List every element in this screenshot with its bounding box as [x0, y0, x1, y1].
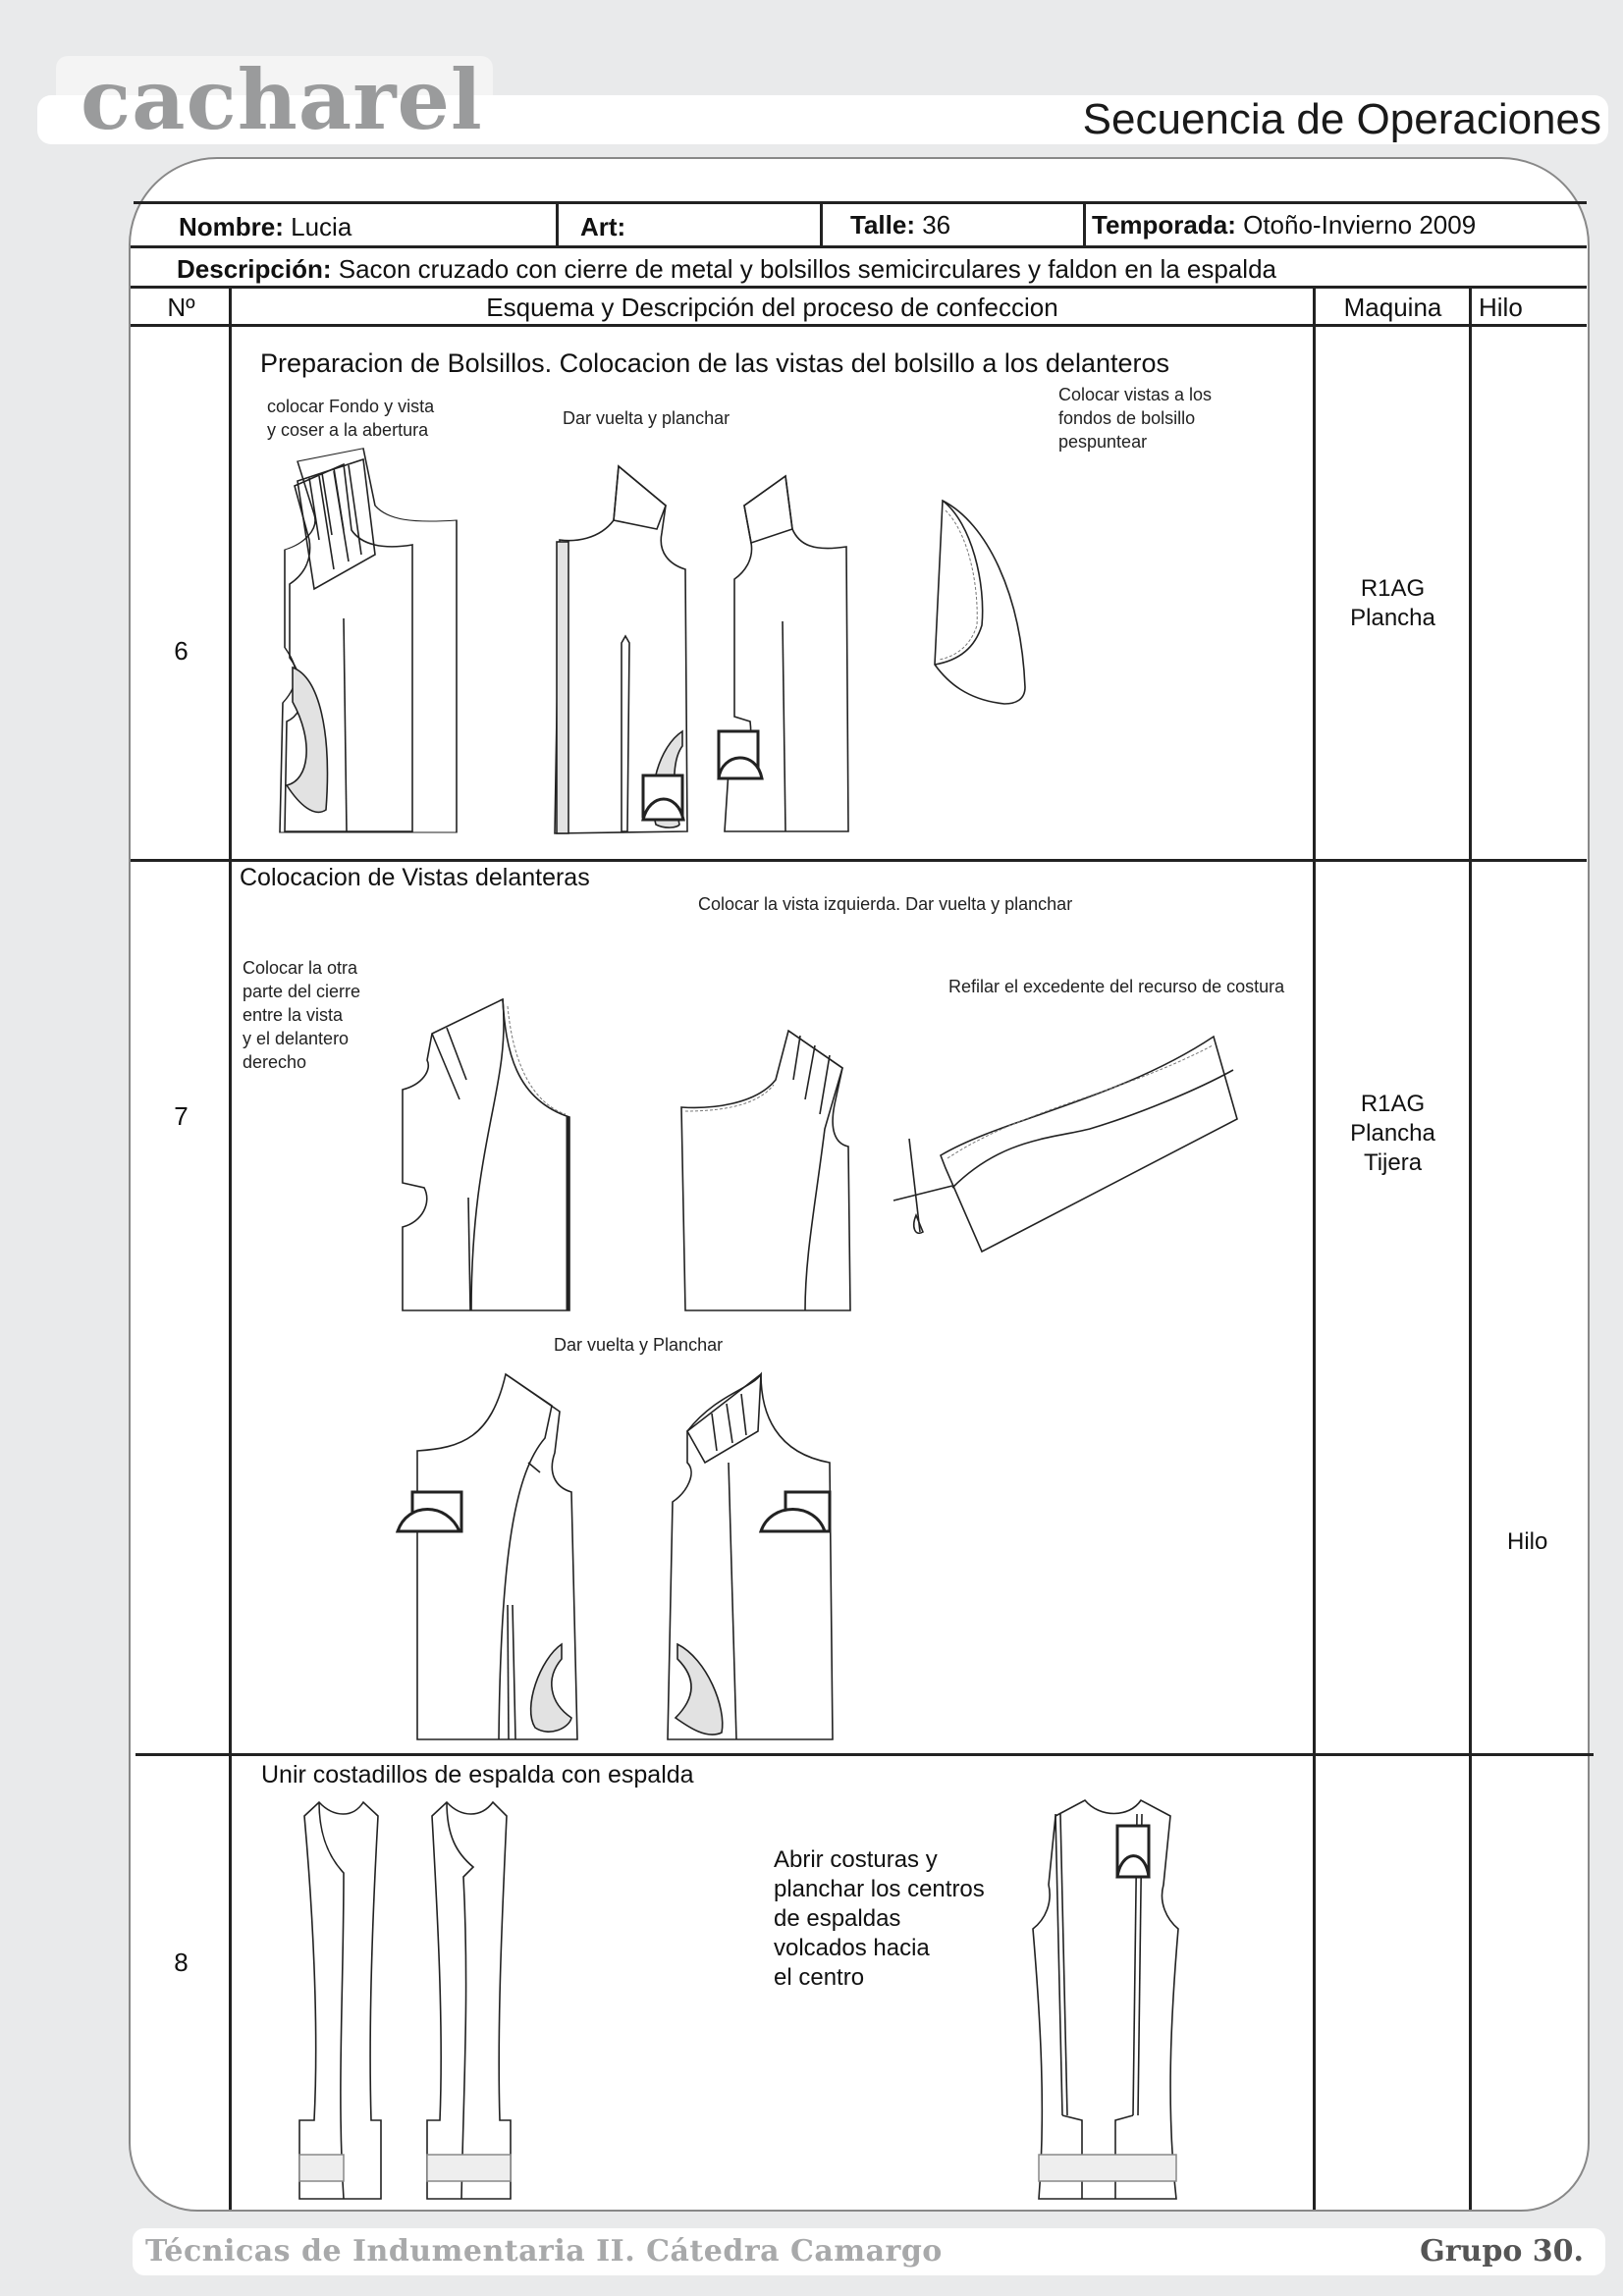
art-field	[580, 211, 625, 242]
table-line	[131, 245, 1587, 248]
descripcion-label: Descripción:	[177, 254, 332, 284]
column-header-scheme: Esquema y Descripción del proceso de confeccion	[486, 293, 1058, 322]
note-line: Dar vuelta y planchar	[563, 408, 730, 428]
row6-garments	[275, 447, 1217, 839]
talle-field	[850, 209, 950, 240]
temporada-label: Temporada:	[1092, 210, 1236, 240]
step-note	[563, 406, 730, 430]
back-assembled	[1033, 1800, 1178, 2199]
note-line: volcados hacia	[774, 1935, 930, 1961]
column-header-machine: Maquina	[1343, 293, 1442, 322]
note-line: fondos de bolsillo	[1058, 408, 1196, 428]
note-line: Refilar el excedente del recurso de costura	[948, 977, 1285, 996]
step-note	[698, 892, 1072, 916]
front-right-facing	[681, 1031, 850, 1310]
front-panel-b	[555, 466, 687, 833]
step-note	[243, 956, 360, 1074]
note-line: parte del cierre	[243, 982, 361, 1001]
step-note	[554, 1333, 723, 1357]
column-header-num: Nº	[167, 293, 195, 322]
note-line: de espaldas	[774, 1905, 901, 1932]
machine-item: Plancha	[1350, 1120, 1435, 1147]
table-line	[556, 201, 559, 246]
step-title: Colocacion de Vistas delanteras	[240, 864, 590, 891]
note-line: Colocar la otra	[243, 958, 358, 978]
table-line	[820, 201, 823, 246]
garment-drawing-facings	[373, 991, 1296, 1315]
front-panel-a	[285, 464, 412, 831]
nombre-label: Nombre:	[179, 212, 284, 241]
machine-item: Plancha	[1350, 605, 1435, 631]
row-number: 7	[174, 1101, 189, 1131]
brand-logo: cacharel	[81, 51, 483, 148]
nombre-field	[179, 211, 352, 242]
document-title: Secuencia de Operaciones	[1082, 95, 1601, 143]
step-title: Preparacion de Bolsillos. Colocacion de las vistas del bolsillo a los delanteros	[260, 348, 1170, 378]
note-line: y el delantero	[243, 1029, 350, 1048]
step-title: Unir costadillos de espalda con espalda	[261, 1761, 694, 1789]
table-line	[131, 286, 1587, 289]
table-line	[1083, 201, 1086, 246]
machine-item: R1AG	[1360, 575, 1426, 602]
step-note	[774, 1845, 985, 1993]
footer-group: Grupo 30.	[1420, 2234, 1584, 2269]
note-line: Colocar la vista izquierda. Dar vuelta y planchar	[698, 894, 1073, 914]
footer-course: Técnicas de Indumentaria II. Cátedra Camargo	[145, 2234, 943, 2269]
row-number: 8	[174, 1948, 189, 1977]
row-number: 6	[174, 636, 189, 666]
note-line: Dar vuelta y Planchar	[554, 1335, 724, 1355]
front-right-turned	[668, 1374, 833, 1739]
back-side-panel-1	[299, 1802, 381, 2199]
nombre-value: Lucia	[291, 212, 352, 241]
talle-label: Talle:	[850, 210, 915, 240]
art-label: Art:	[580, 212, 626, 241]
machine-cell	[1316, 1090, 1470, 1178]
thread-cell: Hilo	[1507, 1528, 1548, 1555]
garment-drawing-back-assembled	[1011, 1796, 1296, 2209]
temporada-value: Otoño-Invierno 2009	[1243, 210, 1477, 240]
front-with-facing	[403, 999, 569, 1310]
descripcion-field	[177, 253, 1276, 285]
front-left-turned	[398, 1374, 577, 1739]
note-line: Colocar vistas a los	[1058, 385, 1213, 404]
note-line: planchar los centros	[774, 1876, 985, 1902]
machine-item: R1AG	[1360, 1091, 1426, 1117]
front-panel-c	[719, 476, 848, 831]
table-line	[229, 286, 232, 2210]
note-line: derecho	[243, 1052, 307, 1072]
column-header-thread: Hilo	[1479, 293, 1523, 322]
table-line	[131, 324, 1587, 327]
table-line	[134, 201, 1587, 204]
machine-item: Tijera	[1363, 1149, 1423, 1176]
garment-drawing-turned	[383, 1355, 933, 1747]
back-side-panel-2	[427, 1802, 511, 2199]
note-line: el centro	[774, 1964, 865, 1991]
descripcion-value: Sacon cruzado con cierre de metal y bolsillos semicirculares y faldon en la espalda	[338, 254, 1276, 284]
temporada-field	[1092, 209, 1476, 240]
note-line: y coser a la abertura	[267, 420, 429, 440]
garment-drawing-back-panels	[275, 1796, 589, 2209]
talle-value: 36	[922, 210, 951, 240]
machine-cell	[1316, 574, 1470, 633]
note-line: pespuntear	[1058, 432, 1148, 452]
note-line: Abrir costuras y	[774, 1846, 938, 1873]
note-line: colocar Fondo y vista	[267, 397, 435, 416]
note-line: entre la vista	[243, 1005, 344, 1025]
facing-strip	[941, 1037, 1237, 1252]
pocket-bag	[935, 501, 1025, 704]
row-separator	[135, 1753, 1594, 1756]
